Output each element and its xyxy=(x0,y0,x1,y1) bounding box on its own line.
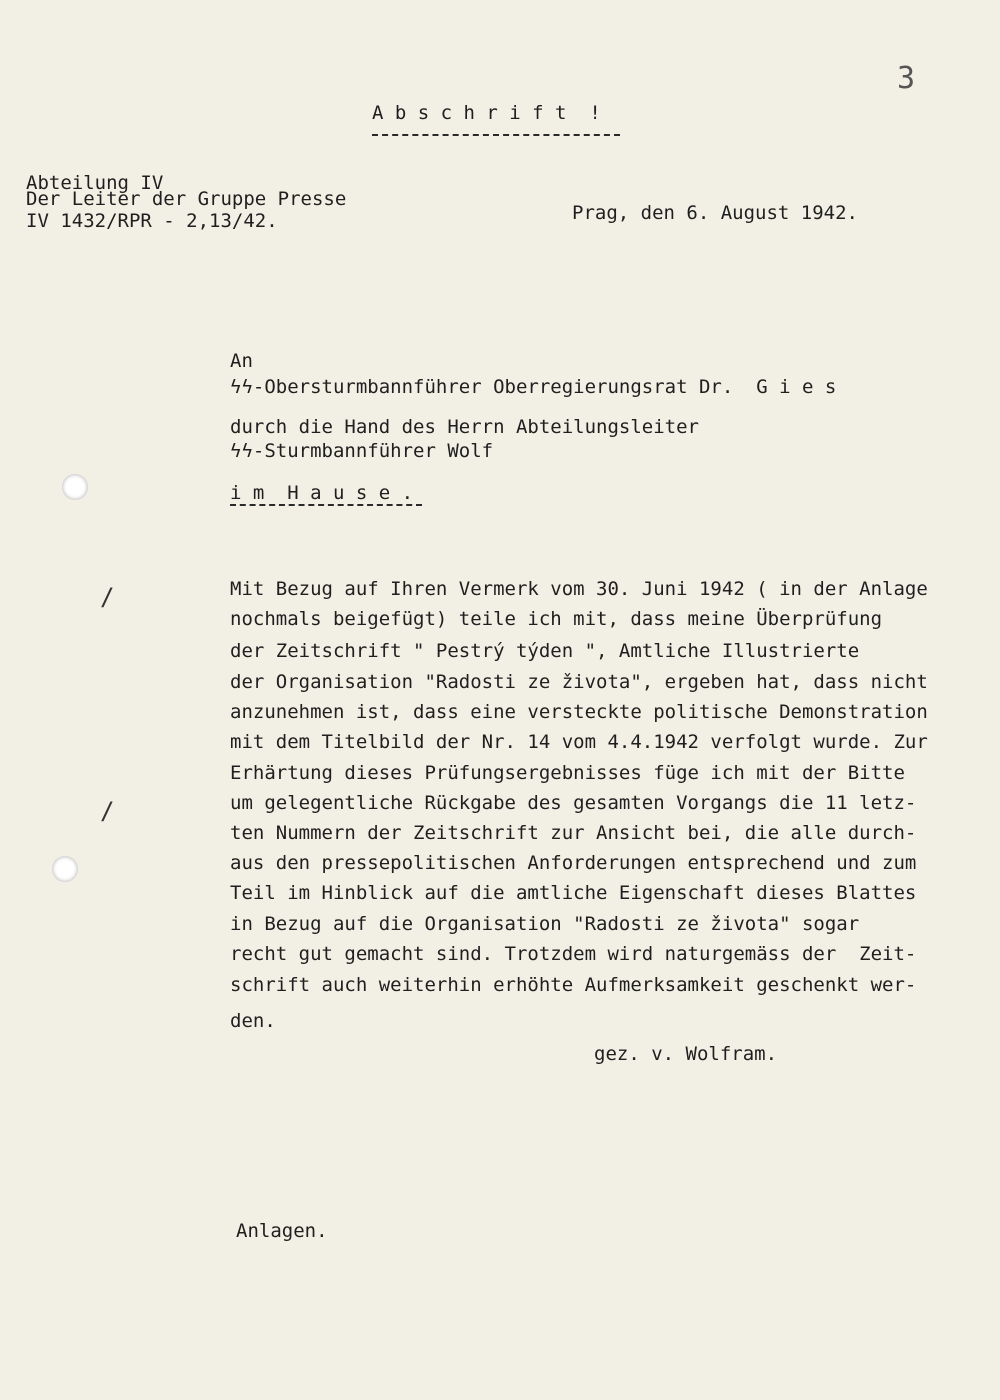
body-line: in Bezug auf die Organisation "Radosti ze života" sogar xyxy=(230,913,860,935)
body-line: um gelegentliche Rückgabe des gesamten Vorgangs die 11 letz- xyxy=(230,792,917,814)
recipient-location: i m H a u s e . xyxy=(230,482,414,504)
recipient-line-2: durch die Hand des Herrn Abteilungsleiter xyxy=(230,416,699,438)
location-underline xyxy=(230,504,422,506)
date-line: Prag, den 6. August 1942. xyxy=(572,202,858,224)
body-line: nochmals beigefügt) teile ich mit, dass meine Überprüfung xyxy=(230,608,883,630)
page-number: 3 xyxy=(897,61,916,96)
margin-mark: / xyxy=(100,583,115,611)
recipient-line-3: ϟϟ-Sturmbannführer Wolf xyxy=(230,440,494,462)
body-line: anzunehmen ist, dass eine versteckte politische Demonstration xyxy=(230,701,928,723)
document-title: A b s c h r i f t ! xyxy=(372,102,601,124)
body-line: mit dem Titelbild der Nr. 14 vom 4.4.1942 verfolgt wurde. Zur xyxy=(230,731,928,753)
recipient-line-1: ϟϟ-Obersturmbannführer Oberregierungsrat Dr. G i e s xyxy=(230,376,837,398)
header-department: Abteilung IV xyxy=(26,172,164,194)
recipient-salutation: An xyxy=(230,350,253,372)
punch-hole xyxy=(62,474,88,500)
body-line: ten Nummern der Zeitschrift zur Ansicht bei, die alle durch- xyxy=(230,822,917,844)
body-line: Mit Bezug auf Ihren Vermerk vom 30. Juni 1942 ( in der Anlage xyxy=(230,578,928,600)
header-group: Der Leiter der Gruppe Presse xyxy=(26,188,347,210)
margin-mark: / xyxy=(100,797,115,825)
body-line: Teil im Hinblick auf die amtliche Eigenschaft dieses Blattes xyxy=(230,882,917,904)
body-line: schrift auch weiterhin erhöhte Aufmerksamkeit geschenkt wer- xyxy=(230,974,917,996)
title-underline xyxy=(372,134,620,136)
body-line: aus den pressepolitischen Anforderungen entsprechend und zum xyxy=(230,852,917,874)
header-reference: IV 1432/RPR - 2,13/42. xyxy=(26,210,278,232)
body-line: recht gut gemacht sind. Trotzdem wird naturgemäss der Zeit- xyxy=(230,943,917,965)
body-line: der Zeitschrift " Pestrý týden ", Amtliche Illustrierte xyxy=(230,640,860,662)
signature: gez. v. Wolfram. xyxy=(594,1043,778,1065)
body-line: der Organisation "Radosti ze života", ergeben hat, dass nicht xyxy=(230,671,928,693)
body-line: den. xyxy=(230,1010,276,1032)
punch-hole xyxy=(52,856,78,882)
enclosures-note: Anlagen. xyxy=(236,1220,328,1242)
body-line: Erhärtung dieses Prüfungsergebnisses füge ich mit der Bitte xyxy=(230,762,905,784)
